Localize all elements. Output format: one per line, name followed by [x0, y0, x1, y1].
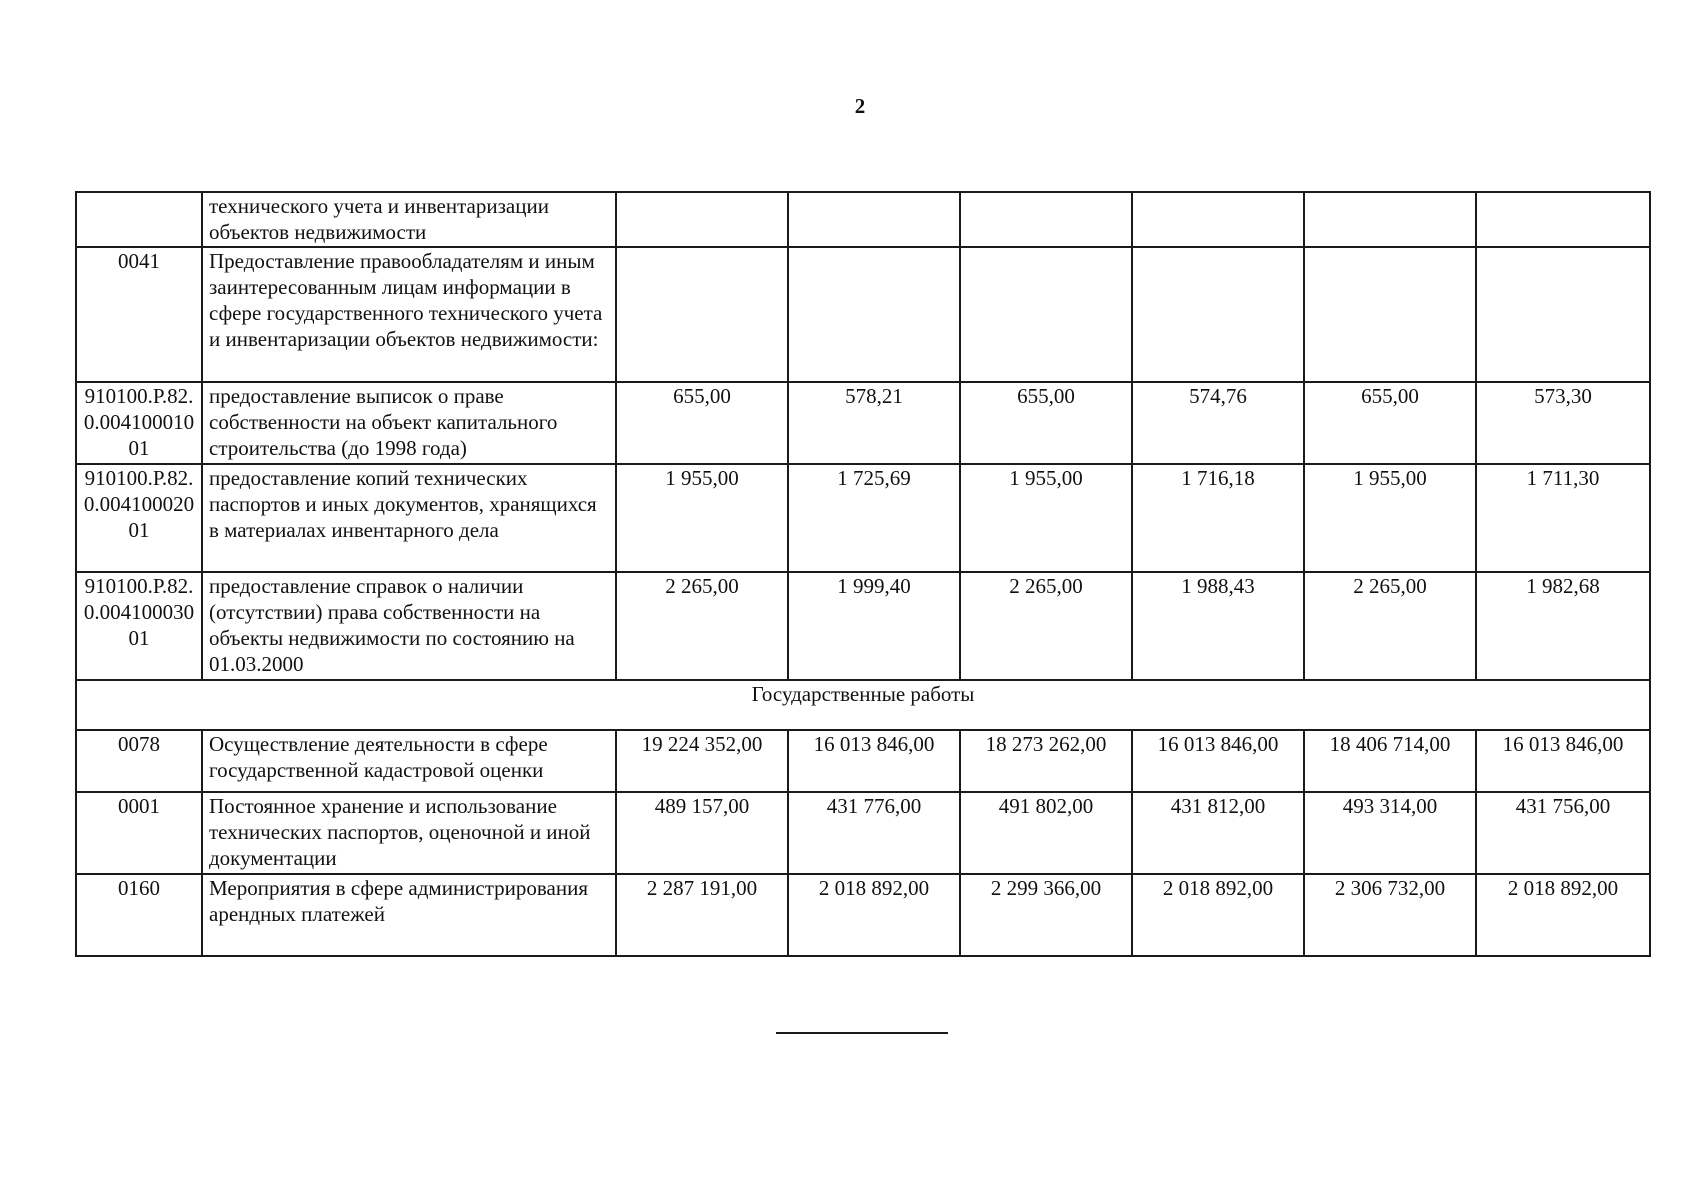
value-cell: [1304, 192, 1476, 247]
section-row: [76, 680, 1650, 730]
service-code-cell: 0078: [76, 730, 202, 792]
value-cell: 1 955,00: [960, 464, 1132, 572]
value-cell: 16 013 846,00: [1132, 730, 1304, 792]
value-cell: 19 224 352,00: [616, 730, 788, 792]
table-row: [76, 382, 1650, 464]
value-cell: 573,30: [1476, 382, 1650, 464]
value-cell: [616, 192, 788, 247]
service-description-cell: предоставление выписок о праве собственности на объект капитального строительства (до 1998 года): [202, 382, 616, 464]
service-description-cell: Предоставление правообладателям и иным заинтересованным лицам информации в сфере государственного технического учета и инвентаризации объектов недвижимости:: [202, 247, 616, 382]
value-cell: 2 287 191,00: [616, 874, 788, 956]
service-description-cell: предоставление копий технических паспортов и иных документов, хранящихся в материалах инвентарного дела: [202, 464, 616, 572]
value-cell: 1 999,40: [788, 572, 960, 680]
service-description-cell: Осуществление деятельности в сфере государственной кадастровой оценки: [202, 730, 616, 792]
table-row: [76, 792, 1650, 874]
value-cell: 491 802,00: [960, 792, 1132, 874]
service-description-cell: предоставление справок о наличии (отсутствии) права собственности на объекты недвижимости по состоянию на 01.03.2000: [202, 572, 616, 680]
value-cell: 578,21: [788, 382, 960, 464]
section-title: Государственные работы: [76, 680, 1650, 730]
value-cell: 655,00: [616, 382, 788, 464]
value-cell: 18 406 714,00: [1304, 730, 1476, 792]
service-description-cell: технического учета и инвентаризации объектов недвижимости: [202, 192, 616, 247]
service-code-cell: 0001: [76, 792, 202, 874]
value-cell: 431 756,00: [1476, 792, 1650, 874]
service-code-cell: 910100.Р.82.0.00410002001: [76, 464, 202, 572]
value-cell: 16 013 846,00: [788, 730, 960, 792]
table-row: [76, 192, 1650, 247]
value-cell: 655,00: [960, 382, 1132, 464]
service-description-cell: Постоянное хранение и использование технических паспортов, оценочной и иной документации: [202, 792, 616, 874]
value-cell: 2 265,00: [960, 572, 1132, 680]
value-cell: 2 265,00: [616, 572, 788, 680]
value-cell: 431 776,00: [788, 792, 960, 874]
value-cell: [1132, 192, 1304, 247]
table-row: [76, 572, 1650, 680]
value-cell: 2 265,00: [1304, 572, 1476, 680]
value-cell: 2 018 892,00: [788, 874, 960, 956]
end-of-document-rule: [776, 1032, 948, 1034]
service-code-cell: 910100.Р.82.0.00410001001: [76, 382, 202, 464]
value-cell: 2 299 366,00: [960, 874, 1132, 956]
value-cell: 493 314,00: [1304, 792, 1476, 874]
service-code-cell: 0041: [76, 247, 202, 382]
value-cell: 1 725,69: [788, 464, 960, 572]
value-cell: [616, 247, 788, 382]
table-row: [76, 247, 1650, 382]
value-cell: 1 955,00: [1304, 464, 1476, 572]
value-cell: [1476, 247, 1650, 382]
value-cell: 574,76: [1132, 382, 1304, 464]
service-code-cell: 910100.Р.82.0.00410003001: [76, 572, 202, 680]
value-cell: [1132, 247, 1304, 382]
value-cell: 489 157,00: [616, 792, 788, 874]
value-cell: [960, 247, 1132, 382]
value-cell: [788, 247, 960, 382]
value-cell: 16 013 846,00: [1476, 730, 1650, 792]
page-number: 2: [854, 94, 866, 118]
value-cell: 2 018 892,00: [1476, 874, 1650, 956]
value-cell: 18 273 262,00: [960, 730, 1132, 792]
value-cell: 1 955,00: [616, 464, 788, 572]
service-code-cell: 0160: [76, 874, 202, 956]
value-cell: 2 306 732,00: [1304, 874, 1476, 956]
table-row: [76, 464, 1650, 572]
value-cell: 431 812,00: [1132, 792, 1304, 874]
value-cell: [960, 192, 1132, 247]
value-cell: 1 716,18: [1132, 464, 1304, 572]
tariff-table: [75, 191, 1651, 957]
value-cell: 655,00: [1304, 382, 1476, 464]
service-code-cell: [76, 192, 202, 247]
value-cell: [788, 192, 960, 247]
table-row: [76, 730, 1650, 792]
value-cell: 1 711,30: [1476, 464, 1650, 572]
value-cell: 2 018 892,00: [1132, 874, 1304, 956]
value-cell: 1 982,68: [1476, 572, 1650, 680]
table-body: [76, 192, 1650, 956]
value-cell: [1476, 192, 1650, 247]
table-row: [76, 874, 1650, 956]
value-cell: 1 988,43: [1132, 572, 1304, 680]
service-description-cell: Мероприятия в сфере администрирования арендных платежей: [202, 874, 616, 956]
value-cell: [1304, 247, 1476, 382]
